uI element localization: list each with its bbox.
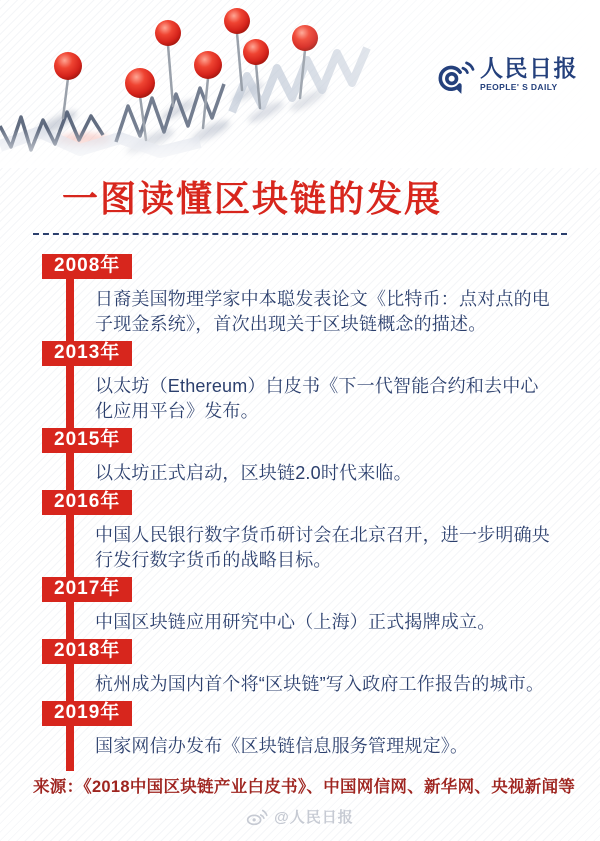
entry-description: 中国人民银行数字货币研讨会在北京召开，进一步明确央行发行数字货币的战略目标。 bbox=[95, 525, 550, 570]
timeline-entry-2016 bbox=[42, 490, 600, 573]
watermark bbox=[0, 806, 600, 827]
entry-description: 国家网信办发布《区块链信息服务管理规定》。 bbox=[95, 736, 469, 756]
year-badge: 2018年 bbox=[42, 639, 132, 664]
year-badge: 2017年 bbox=[42, 577, 132, 602]
timeline-entry-2015 bbox=[42, 428, 600, 486]
entry-description: 杭州成为国内首个将“区块链”写入政府工作报告的城市。 bbox=[95, 674, 545, 694]
year-badge: 2008年 bbox=[42, 254, 132, 279]
at-megaphone-icon bbox=[438, 56, 475, 98]
header-banner bbox=[0, 0, 600, 168]
year-badge: 2015年 bbox=[42, 428, 132, 453]
year-badge: 2016年 bbox=[42, 490, 132, 515]
timeline-entry-2018 bbox=[42, 639, 600, 697]
timeline bbox=[42, 254, 600, 759]
year-badge: 2019年 bbox=[42, 701, 132, 726]
page-title: 一图读懂区块链的发展 bbox=[62, 178, 443, 219]
watermark-text: @人民日报 bbox=[274, 809, 354, 826]
logo-cn-text: 人民日报 bbox=[480, 55, 578, 81]
dashed-divider bbox=[33, 233, 567, 235]
year-badge: 2013年 bbox=[42, 341, 132, 366]
logo-text bbox=[480, 56, 578, 92]
source-line: 来源：《2018中国区块链产业白皮书》、中国网信网、新华网、央视新闻等 bbox=[33, 778, 576, 796]
entry-description: 以太坊正式启动，区块链2.0时代来临。 bbox=[95, 463, 412, 483]
logo-en-text: PEOPLE' S DAILY bbox=[480, 82, 558, 92]
entry-description: 中国区块链应用研究中心（上海）正式揭牌成立。 bbox=[95, 612, 496, 632]
weibo-icon bbox=[246, 808, 268, 826]
entry-description: 日裔美国物理学家中本聪发表论文《比特币：点对点的电子现金系统》，首次出现关于区块链概念的描述。 bbox=[95, 289, 550, 334]
timeline-entry-2017 bbox=[42, 577, 600, 635]
entry-description: 以太坊（Ethereum）白皮书《下一代智能合约和去中心化应用平台》发布。 bbox=[95, 376, 539, 421]
peoples-daily-logo bbox=[438, 56, 578, 98]
timeline-entry-2008 bbox=[42, 254, 600, 337]
timeline-entry-2013 bbox=[42, 341, 600, 424]
timeline-entry-2019 bbox=[42, 701, 600, 759]
